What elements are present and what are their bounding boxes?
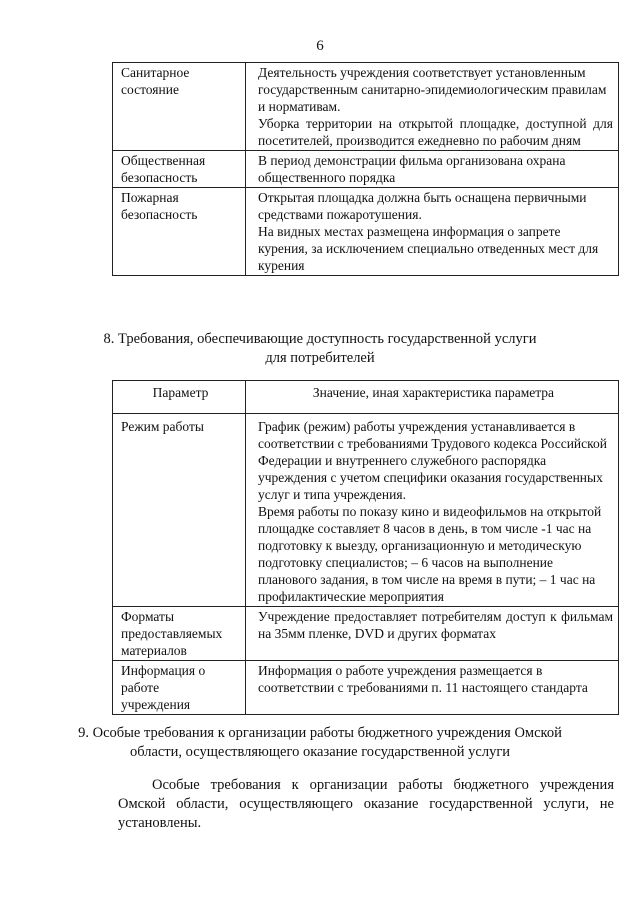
param-line: материалов	[121, 643, 187, 658]
value-cell	[246, 63, 619, 151]
page-number: 6	[316, 38, 324, 54]
param-line: учреждения	[121, 697, 191, 712]
section-8-heading	[0, 330, 640, 368]
value-cell	[246, 151, 619, 188]
param-cell	[113, 188, 246, 276]
table-row	[113, 188, 619, 276]
param-line: предоставляемых	[121, 626, 223, 641]
column-header-value: Значение, иная характеристика параметра	[246, 381, 619, 414]
value-paragraph: График (режим) работы учреждения устанавливается в соответствии с требованиями Трудового кодекса Российской Федерации и внутреннего служебного распорядка учреждения с учетом специфики оказания государственных услуг и типа учреждения.	[258, 419, 607, 502]
param-line: Режим работы	[121, 419, 204, 434]
param-line: Форматы	[121, 609, 175, 624]
quality-requirements-table	[112, 62, 619, 276]
value-cell	[246, 607, 619, 661]
section-9-text: Особые требования к организации работы бюджетного учреждения Омской области, осуществляющего оказание государственной услуги, не установлены.	[118, 777, 614, 831]
param-line: Санитарное	[121, 65, 190, 80]
section-8-title-line: 8. Требования, обеспечивающие доступность государственной услуги	[103, 331, 537, 347]
table-row	[113, 607, 619, 661]
value-paragraph: Учреждение предоставляет потребителям доступ к фильмам на 35мм пленке, DVD и других форматах	[258, 609, 613, 641]
value-cell	[246, 414, 619, 607]
value-cell	[246, 661, 619, 715]
value-cell	[246, 188, 619, 276]
param-cell	[113, 414, 246, 607]
param-line: работе	[121, 680, 160, 695]
param-cell	[113, 607, 246, 661]
section-9-paragraph	[118, 776, 614, 833]
value-paragraph: Уборка территории на открытой площадке, доступной для посетителей, производится ежедневно по рабочим дням	[258, 116, 613, 148]
table-row	[113, 151, 619, 188]
param-cell	[113, 63, 246, 151]
value-paragraph: Информация о работе учреждения размещается в соответствии с требованиями п. 11 настоящего стандарта	[258, 663, 588, 695]
param-line: Пожарная	[121, 190, 179, 205]
column-header-param: Параметр	[113, 381, 246, 414]
param-line: состояние	[121, 82, 179, 97]
section-9-title-line: 9. Особые требования к организации работы бюджетного учреждения Омской	[78, 725, 562, 741]
accessibility-requirements-table	[112, 380, 619, 715]
param-line: безопасность	[121, 207, 198, 222]
param-cell	[113, 151, 246, 188]
value-paragraph: В период демонстрации фильма организована охрана общественного порядка	[258, 153, 566, 185]
table-row	[113, 414, 619, 607]
section-8-title-line: для потребителей	[265, 350, 375, 366]
param-cell	[113, 661, 246, 715]
value-paragraph: Время работы по показу кино и видеофильмов на открытой площадке составляет 8 часов в день, в том числе -1 час на подготовку к выезду, организационную и методическую подготовку специалистов; – 6 часов на выполнение планового задания, в том числе на время в пути; – 1 час на профилактические мероприятия	[258, 504, 602, 604]
param-line: Общественная	[121, 153, 206, 168]
table-row	[113, 661, 619, 715]
param-line: безопасность	[121, 170, 198, 185]
section-9-title-line: области, осуществляющего оказание государственной услуги	[129, 744, 511, 760]
value-paragraph: Деятельность учреждения соответствует установленным государственным санитарно-эпидемиологическим правилам и нормативам.	[258, 65, 607, 114]
param-line: Информация о	[121, 663, 206, 678]
section-9-heading	[0, 724, 640, 762]
table-header-row	[113, 381, 619, 414]
value-paragraph: Открытая площадка должна быть оснащена первичными средствами пожаротушения.	[258, 190, 587, 222]
table-row	[113, 63, 619, 151]
value-paragraph: На видных местах размещена информация о запрете курения, за исключением специально отведенных мест для курения	[258, 224, 599, 273]
